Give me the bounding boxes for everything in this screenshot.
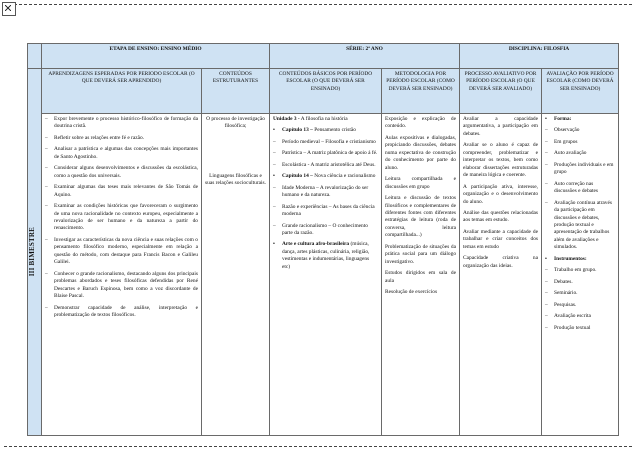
disciplina-header: DISCIPLINA: FILOSFIA [460,44,619,69]
metodologia-cell [382,114,460,436]
conteudo-basico-item [273,223,378,238]
avaliacao-text: Produção textual [554,324,591,331]
avaliacao-text: Avaliação contínua através da participação em discussões e debates, produção textual e apresentação de trabalhos além de avaliações e simulados. [554,199,612,251]
avaliacao-item [545,256,615,263]
conteudo-basico-text: Período medieval – Filosofia e cristianismo [282,138,376,145]
processo-avaliativo-item: Avaliar se o aluno é capaz de compreender, problematizar e interpretar os textos, bem como elaborar dissertações estruturadas de maneira lógica e coerente. [463,142,539,179]
avaliacao-text: Trabalho em grupo. [554,267,597,274]
avaliacao-item [545,139,615,146]
metodologia-item: Problematização de situações da prática social para um diálogo investigativo. [385,243,457,265]
processo-avaliativo-item: Capacidade criativa na organização das ideias. [463,255,539,269]
metodologia-item: Aulas expositivas e dialogadas, propiciando discussões, debates numa expectativa de construção do conhecimento por parte do aluno. [385,134,457,171]
aprendizagem-item: – Demonstrar capacidade de análise, interpretação e problematização de textos filosóficos. [45,305,198,320]
serie-header: SÉRIE: 2ª ANO [270,44,460,69]
conteudo-basico-heading: Capítulo 13 – [282,127,313,134]
conteudo-basico-text: Idade Moderna – A revalorização do ser humano e da natureza. [282,184,369,199]
metodologia-item: Leitura compartilhada e discussões em grupo [385,176,457,190]
avaliacao-item [545,267,615,274]
col-header-aprendizagens: APRENDIZAGENS ESPERADAS POR PERIODO ESCOLAR (O QUE DEVERÁ SER APRENDIDO) [42,69,202,114]
avaliacao-text: Auto correção nas discussões e debates [554,180,599,195]
lesson-plan-table [27,43,619,436]
avaliacao-text: Forma: [554,116,572,122]
avaliacao-item [545,127,615,134]
avaliacao-item [545,181,615,196]
metodologia-item: Estudos dirigidos em sala de aula [385,270,457,284]
avaliacao-text: Pesquisas. [554,301,577,308]
aprendizagens-cell [42,114,202,436]
aprendizagem-item: – Examinar algumas das teses mais relevantes de São Tomás de Aquino. [45,184,198,199]
avaliacao-text: Seminário. [554,290,578,297]
avaliacao-list [545,116,615,332]
header-spacer [28,44,42,69]
conteudo-basico-heading: Arte e cultura afro-brasileira [282,241,350,248]
processo-avaliativo-item: Avaliar a capacidade argumentativa, a participação em debates. [463,116,539,137]
processo-avaliativo-cell [460,114,542,436]
aprendizagem-item: – Considerar alguns desenvolvimentos e discussões da escolástica, como a questão dos universais. [45,165,198,180]
avaliacao-text: Instrumentos: [554,255,587,262]
estruturante-item: Linguagens filosóficas e suas relações socioculturais. [205,172,266,187]
conteudo-basico-item [273,204,378,219]
content-row [28,114,619,436]
avaliacao-item [545,313,615,320]
col-header-conteudos-estruturantes: CONTEÚDOS ESTRUTURANTES [202,69,270,114]
avaliacao-item [545,162,615,177]
conteudo-basico-text: Pensamento cristão [312,127,356,134]
avaliacao-item [545,279,615,286]
avaliacao-text: Debates. [554,278,573,285]
metodologia-item: Leitura e discussão de textos filosóficos e complementares de diferentes fontes com diferentes estratégias de leitura (roda de conversa, leitura compartilhada...) [385,195,457,239]
conteudos-estruturantes-cell [202,114,270,436]
conteudo-basico-item [273,116,378,123]
conteudo-basico-text: (música, dança, artes plásticas, culinária, religião, vestimentas e indumentárias, linguagens etc) [282,241,370,270]
conteudo-basico-item [273,127,378,134]
avaliacao-cell [542,114,619,436]
aprendizagem-item: – Expor brevemente o processo histórico-filosófico de formação da doutrina cristã. [45,116,198,131]
conteudo-basico-item [273,173,378,180]
aprendizagem-item: – Investigar as características da nova ciência e suas relações com o pensamento filosófico moderno, especialmente em relação a questão do método, com destaque para Francis Bacon e Galileu Galilei. [45,237,198,267]
page-border-bottom [4,446,632,447]
bimestre-label: III BIMESTRE [28,227,36,277]
processo-avaliativo-item: Avaliar mediante a capacidade de trabalhar e criar conceitos dos temas em estudo [463,228,539,250]
aprendizagem-item: – Analisar a patrística e algumas das concepções mais importantes de Santo Agostinho. [45,146,198,161]
avaliacao-item [545,325,615,332]
processo-avaliativo-list [463,116,538,270]
conteudo-basico-heading: Capítulo 14 – [282,173,313,180]
processo-avaliativo-item: Análise das questões relacionadas aos temas em estudo. [463,209,539,224]
conteudos-basicos-cell [270,114,382,436]
conteudo-basico-text: A filosofia na história [299,116,348,122]
aprendizagem-item: – Examinar as condições históricas que favoreceram o surgimento de uma nova racionalidade no contexto europeu, especialmente a revalorização de ser humano e da natureza a partir do renascimento. [45,203,198,233]
conteudo-basico-item [273,162,378,169]
column-header-row [28,69,619,114]
avaliacao-text: Auto avaliação [554,150,587,157]
aprendizagem-item: – Conhecer o grande racionalismo, destacando alguns dos principais problemas abordados e teses filosóficas defendidas por René Descartes e Baruch Espinosa, bem como a voz discordante de Blaise Pascal. [45,271,198,301]
avaliacao-item [545,200,615,252]
conteudo-basico-item [273,185,378,200]
conteudo-basico-text: Razão e experiências – As bases da ciência moderna [282,203,375,218]
aprendizagens-list [45,116,198,319]
avaliacao-item [545,116,615,123]
processo-avaliativo-item: A participação ativa, interesse, organização e o desenvolvimento do aluno. [463,183,539,205]
col-header-conteudos-basicos: CONTEÚDOS BÁSICOS POR PERÍODO ESCOLAR (O QUE DEVERÁ SER ENSINADO) [270,69,382,114]
metodologia-item: Exposição e explicação de conteúdo. [385,116,457,130]
col-header-avaliacao: AVALIAÇÃO POR PERÍODO ESCOLAR (COMO DEVERÁ SER ENSINADO) [542,69,619,114]
conteudo-basico-item [273,241,378,271]
avaliacao-text: Avaliação escrita [554,313,591,320]
metodologia-list [385,116,456,297]
col-header-processo-avaliativo: PROCESSO AVALIATIVO POR PERÍODO ESCOLAR (O QUE DEVERÁ SER AVALIADO) [460,69,542,114]
avaliacao-text: Produções individuais e em grupo [554,161,614,176]
checkbox-icon[interactable] [2,2,16,16]
conteudo-basico-text: Escolástica - A matriz aristotélica até Deus. [282,161,376,168]
aprendizagem-item: – Refletir sobre as relações entre fé e razão. [45,135,198,142]
etapa-header: ETAPA DE ENSINO: ENSINO MÉDIO [42,44,270,69]
bimestre-cell [28,69,42,436]
conteudo-basico-heading: Unidade 3 - [273,116,300,122]
metodologia-item: Resolução de exercícios [385,289,438,296]
conteudo-basico-text: Patrística – A matriz platônica de apoio á fé. [282,150,378,157]
estruturante-item: O processo de investigação filosófica; [206,116,265,130]
conteudos-basicos-list [273,116,378,271]
avaliacao-text: Observação [554,127,580,134]
conteudo-basico-text: Grande racionalismo – O conhecimento parte da razão. [282,222,368,236]
avaliacao-text: Em grupos [554,138,578,145]
avaliacao-item [545,302,615,309]
header-row [28,44,619,69]
conteudo-basico-text: Nova ciência e racionalismo [312,173,376,180]
avaliacao-item [545,290,615,297]
conteudo-basico-item [273,150,378,157]
col-header-metodologia: METODOLOGIA POR PERÍODO ESCOLAR (COMO DEVERÁ SER ENSINADO) [382,69,460,114]
avaliacao-item [545,150,615,157]
conteudo-basico-item [273,139,378,146]
